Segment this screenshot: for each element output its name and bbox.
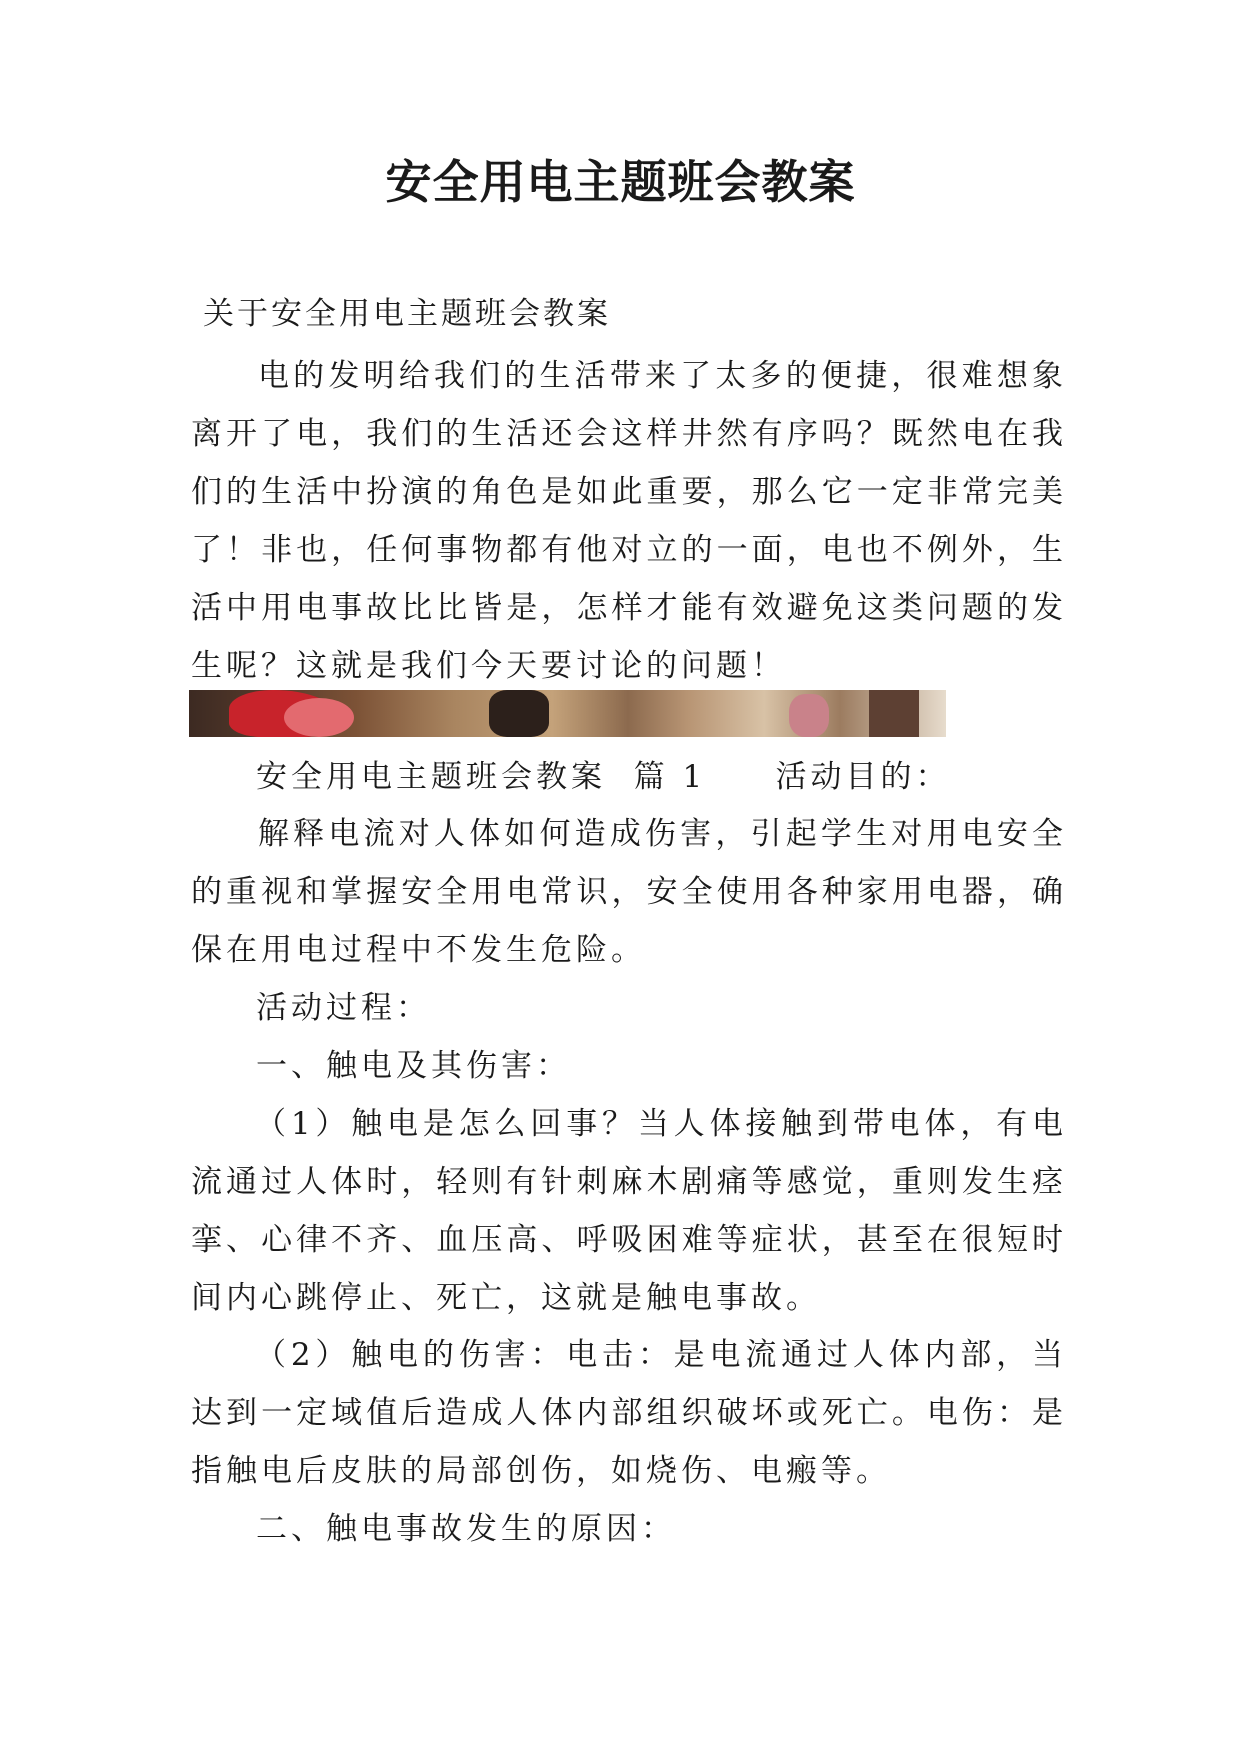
process-label: 活动过程： (256, 990, 431, 1026)
classroom-photo (189, 690, 946, 737)
document-subtitle: 关于安全用电主题班会教案 (203, 296, 611, 332)
part2-heading: 二、触电事故发生的原因： (256, 1511, 676, 1547)
objective-paragraph: 解释电流对人体如何造成伤害，引起学生对用电安全的重视和掌握安全用电常识，安全使用各种家用电器，确保在用电过程中不发生危险。 (191, 816, 1067, 968)
intro-paragraph: 电的发明给我们的生活带来了太多的便捷，很难想象离开了电，我们的生活还会这样井然有序吗？既然电在我们的生活中扮演的角色是如此重要，那么它一定非常完美了！非也，任何事物都有他对立的一面，电也不例外，生活中用电事故比比皆是，怎样才能有效避免这类问题的发生呢？这就是我们今天要讨论的问题！ (191, 358, 1067, 684)
section-heading: 安全用电主题班会教案 篇 1 活动目的： (256, 759, 951, 795)
item2-paragraph: （2）触电的伤害：电击：是电流通过人体内部，当达到一定域值后造成人体内部组织破坏或死亡。电伤：是指触电后皮肤的局部创伤，如烧伤、电瘢等。 (191, 1337, 1067, 1489)
item1-paragraph: （1）触电是怎么回事？当人体接触到带电体，有电流通过人体时，轻则有针刺麻木剧痛等感觉，重则发生痉挛、心律不齐、血压高、呼吸困难等症状，甚至在很短时间内心跳停止、死亡，这就是触电事故。 (191, 1106, 1067, 1316)
part1-heading: 一、触电及其伤害： (256, 1048, 571, 1084)
document-title: 安全用电主题班会教案 (385, 155, 856, 209)
